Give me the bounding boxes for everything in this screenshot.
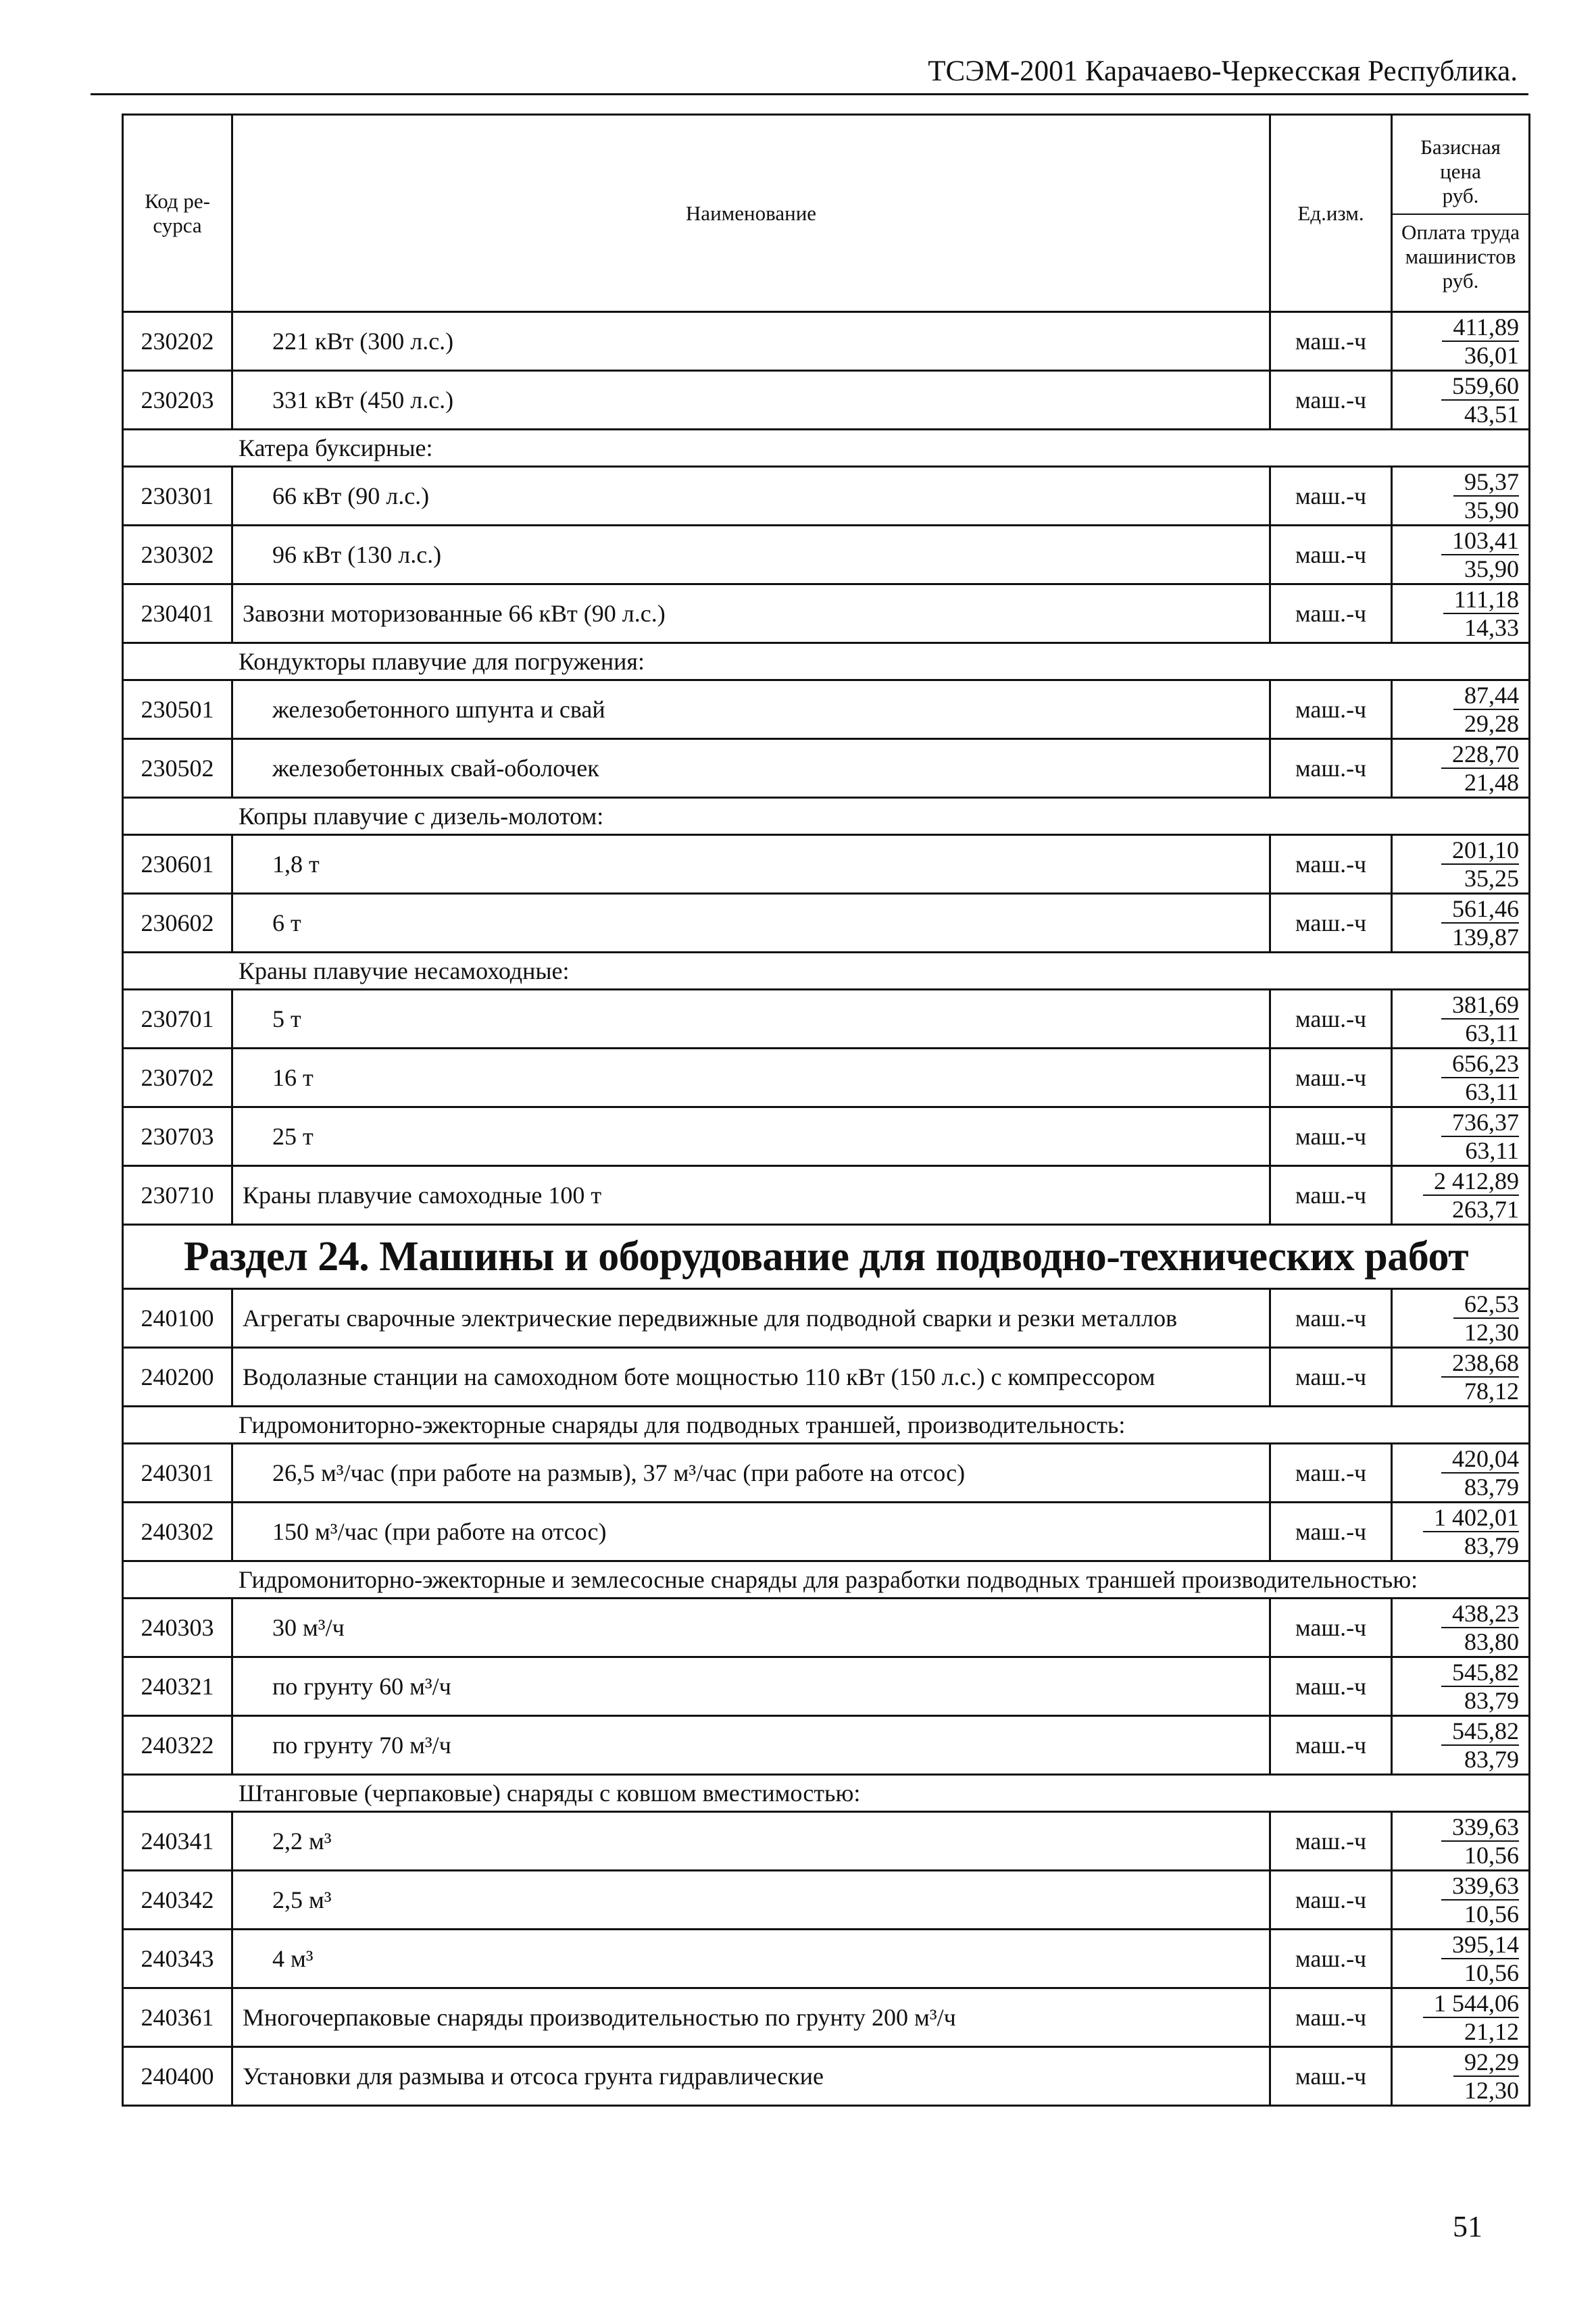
category-label: Катера буксирные: — [123, 430, 1530, 467]
table-row — [123, 990, 1530, 1049]
resource-code: 240200 — [123, 1348, 232, 1407]
col-header-price-base: Базисная цена руб. — [1393, 131, 1528, 215]
operator-labor-cost: 29,28 — [1464, 710, 1519, 737]
price-cell — [1392, 1930, 1530, 1988]
resource-code: 240342 — [123, 1871, 232, 1930]
price-cell — [1392, 1348, 1530, 1407]
base-price: 62,53 — [1453, 1290, 1519, 1319]
resource-name: 26,5 м³/час (при работе на размыв), 37 м³/час (при работе на отсос) — [232, 1444, 1270, 1503]
table-row — [123, 739, 1530, 798]
table-row — [123, 1107, 1530, 1166]
unit-of-measure: маш.-ч — [1270, 1599, 1392, 1657]
operator-labor-cost: 36,01 — [1464, 342, 1519, 369]
resource-code: 230701 — [123, 990, 232, 1049]
resource-code: 240361 — [123, 1988, 232, 2047]
unit-of-measure: маш.-ч — [1270, 1812, 1392, 1871]
table-row — [123, 1812, 1530, 1871]
table-row — [123, 371, 1530, 430]
price-cell — [1392, 990, 1530, 1049]
price-cell — [1392, 1444, 1530, 1503]
base-price: 2 412,89 — [1423, 1167, 1519, 1196]
col-header-name: Наименование — [232, 115, 1270, 312]
operator-labor-cost: 12,30 — [1464, 2077, 1519, 2104]
resource-code: 230302 — [123, 526, 232, 584]
unit-of-measure: маш.-ч — [1270, 1657, 1392, 1716]
table-row — [123, 1871, 1530, 1930]
unit-of-measure: маш.-ч — [1270, 1988, 1392, 2047]
table-row — [123, 1657, 1530, 1716]
base-price: 381,69 — [1441, 991, 1519, 1020]
resource-code: 230601 — [123, 835, 232, 894]
category-row — [123, 1561, 1530, 1599]
operator-labor-cost: 10,56 — [1464, 1842, 1519, 1869]
col-header-price — [1392, 115, 1530, 312]
price-cell — [1392, 1289, 1530, 1348]
base-price: 561,46 — [1441, 895, 1519, 924]
col-header-code: Код ре- сурса — [123, 115, 232, 312]
resource-code: 230202 — [123, 312, 232, 371]
price-cell — [1392, 739, 1530, 798]
table-row — [123, 1716, 1530, 1775]
base-price: 201,10 — [1441, 836, 1519, 865]
unit-of-measure: маш.-ч — [1270, 1871, 1392, 1930]
operator-labor-cost: 83,79 — [1464, 1474, 1519, 1501]
base-price: 92,29 — [1453, 2048, 1519, 2077]
resource-code: 240302 — [123, 1503, 232, 1561]
resource-name: Многочерпаковые снаряды производительностью по грунту 200 м³/ч — [232, 1988, 1270, 2047]
table-row — [123, 680, 1530, 739]
operator-labor-cost: 78,12 — [1464, 1378, 1519, 1405]
resource-name: 1,8 т — [232, 835, 1270, 894]
base-price: 736,37 — [1441, 1109, 1519, 1137]
price-cell — [1392, 526, 1530, 584]
table-row — [123, 1503, 1530, 1561]
col-header-unit: Ед.изм. — [1270, 115, 1392, 312]
unit-of-measure: маш.-ч — [1270, 1107, 1392, 1166]
operator-labor-cost: 12,30 — [1464, 1319, 1519, 1346]
operator-labor-cost: 21,48 — [1464, 769, 1519, 796]
price-cell — [1392, 1049, 1530, 1107]
price-cell — [1392, 1812, 1530, 1871]
resource-name: 66 кВт (90 л.с.) — [232, 467, 1270, 526]
resource-name: Краны плавучие самоходные 100 т — [232, 1166, 1270, 1225]
unit-of-measure: маш.-ч — [1270, 1348, 1392, 1407]
base-price: 1 402,01 — [1423, 1504, 1519, 1532]
base-price: 545,82 — [1441, 1659, 1519, 1687]
operator-labor-cost: 263,71 — [1452, 1196, 1519, 1223]
resource-code: 230203 — [123, 371, 232, 430]
operator-labor-cost: 43,51 — [1464, 401, 1519, 428]
base-price: 95,37 — [1453, 468, 1519, 497]
price-cell — [1392, 835, 1530, 894]
table-row — [123, 1348, 1530, 1407]
resource-name: Агрегаты сварочные электрические передвижные для подводной сварки и резки металлов — [232, 1289, 1270, 1348]
price-cell — [1392, 1716, 1530, 1775]
resource-name: Водолазные станции на самоходном боте мощностью 110 кВт (150 л.с.) с компрессором — [232, 1348, 1270, 1407]
resource-code: 230710 — [123, 1166, 232, 1225]
resource-name: Установки для размыва и отсоса грунта гидравлические — [232, 2047, 1270, 2106]
base-price: 1 544,06 — [1423, 1990, 1519, 2018]
base-price: 339,63 — [1441, 1813, 1519, 1842]
price-cell — [1392, 467, 1530, 526]
base-price: 111,18 — [1443, 586, 1519, 614]
category-label: Копры плавучие с дизель-молотом: — [123, 798, 1530, 835]
resource-table-wrap — [122, 114, 1528, 2107]
table-row — [123, 584, 1530, 643]
price-cell — [1392, 1988, 1530, 2047]
table-row — [123, 1166, 1530, 1225]
category-label: Кондукторы плавучие для погружения: — [123, 643, 1530, 680]
header-rule — [91, 93, 1528, 95]
page-header: ТСЭМ-2001 Карачаево-Черкесская Республика. — [928, 55, 1518, 87]
resource-name: железобетонного шпунта и свай — [232, 680, 1270, 739]
unit-of-measure: маш.-ч — [1270, 1503, 1392, 1561]
operator-labor-cost: 21,12 — [1464, 2018, 1519, 2045]
operator-labor-cost: 63,11 — [1465, 1020, 1519, 1047]
resource-code: 240341 — [123, 1812, 232, 1871]
table-row — [123, 2047, 1530, 2106]
table-row — [123, 1444, 1530, 1503]
operator-labor-cost: 35,90 — [1464, 497, 1519, 524]
resource-name: 2,5 м³ — [232, 1871, 1270, 1930]
section-row — [123, 1225, 1530, 1289]
unit-of-measure: маш.-ч — [1270, 1444, 1392, 1503]
unit-of-measure: маш.-ч — [1270, 371, 1392, 430]
table-row — [123, 835, 1530, 894]
category-row — [123, 430, 1530, 467]
unit-of-measure: маш.-ч — [1270, 312, 1392, 371]
resource-name: 150 м³/час (при работе на отсос) — [232, 1503, 1270, 1561]
category-row — [123, 643, 1530, 680]
unit-of-measure: маш.-ч — [1270, 467, 1392, 526]
section-title: Раздел 24. Машины и оборудование для подводно-технических работ — [123, 1225, 1530, 1289]
resource-code: 230301 — [123, 467, 232, 526]
unit-of-measure: маш.-ч — [1270, 1166, 1392, 1225]
table-row — [123, 312, 1530, 371]
table-body — [123, 312, 1530, 2106]
base-price: 545,82 — [1441, 1717, 1519, 1746]
unit-of-measure: маш.-ч — [1270, 2047, 1392, 2106]
price-cell — [1392, 1166, 1530, 1225]
resource-name: 5 т — [232, 990, 1270, 1049]
resource-name: по грунту 70 м³/ч — [232, 1716, 1270, 1775]
resource-name: 16 т — [232, 1049, 1270, 1107]
category-row — [123, 798, 1530, 835]
resource-code: 240303 — [123, 1599, 232, 1657]
price-cell — [1392, 584, 1530, 643]
resource-code: 230602 — [123, 894, 232, 953]
resource-name: 6 т — [232, 894, 1270, 953]
resource-code: 230502 — [123, 739, 232, 798]
resource-table — [122, 114, 1530, 2107]
base-price: 420,04 — [1441, 1445, 1519, 1474]
page-number: 51 — [1453, 2210, 1482, 2243]
table-row — [123, 526, 1530, 584]
operator-labor-cost: 63,11 — [1465, 1137, 1519, 1164]
operator-labor-cost: 83,80 — [1464, 1628, 1519, 1655]
resource-name: по грунту 60 м³/ч — [232, 1657, 1270, 1716]
resource-code: 240322 — [123, 1716, 232, 1775]
resource-code: 230501 — [123, 680, 232, 739]
table-row — [123, 467, 1530, 526]
operator-labor-cost: 139,87 — [1452, 924, 1519, 951]
resource-name: 4 м³ — [232, 1930, 1270, 1988]
resource-code: 230702 — [123, 1049, 232, 1107]
operator-labor-cost: 83,79 — [1464, 1746, 1519, 1773]
base-price: 656,23 — [1441, 1050, 1519, 1078]
unit-of-measure: маш.-ч — [1270, 990, 1392, 1049]
base-price: 438,23 — [1441, 1600, 1519, 1628]
operator-labor-cost: 14,33 — [1464, 614, 1519, 641]
price-cell — [1392, 1599, 1530, 1657]
unit-of-measure: маш.-ч — [1270, 526, 1392, 584]
base-price: 559,60 — [1441, 372, 1519, 401]
table-row — [123, 1930, 1530, 1988]
price-cell — [1392, 894, 1530, 953]
resource-code: 240343 — [123, 1930, 232, 1988]
price-cell — [1392, 371, 1530, 430]
price-cell — [1392, 2047, 1530, 2106]
table-row — [123, 1049, 1530, 1107]
resource-name: 2,2 м³ — [232, 1812, 1270, 1871]
base-price: 339,63 — [1441, 1872, 1519, 1901]
base-price: 228,70 — [1441, 740, 1519, 769]
base-price: 103,41 — [1441, 527, 1519, 555]
resource-code: 230703 — [123, 1107, 232, 1166]
resource-code: 240321 — [123, 1657, 232, 1716]
price-cell — [1392, 312, 1530, 371]
col-header-price-labor: Оплата труда машинистов руб. — [1401, 220, 1520, 293]
table-row — [123, 1289, 1530, 1348]
resource-name: 331 кВт (450 л.с.) — [232, 371, 1270, 430]
resource-code: 230401 — [123, 584, 232, 643]
unit-of-measure: маш.-ч — [1270, 1716, 1392, 1775]
resource-name: 30 м³/ч — [232, 1599, 1270, 1657]
resource-code: 240400 — [123, 2047, 232, 2106]
category-row — [123, 1407, 1530, 1444]
operator-labor-cost: 10,56 — [1464, 1901, 1519, 1928]
unit-of-measure: маш.-ч — [1270, 1930, 1392, 1988]
resource-name: 221 кВт (300 л.с.) — [232, 312, 1270, 371]
operator-labor-cost: 10,56 — [1464, 1959, 1519, 1986]
unit-of-measure: маш.-ч — [1270, 894, 1392, 953]
base-price: 411,89 — [1442, 313, 1519, 342]
operator-labor-cost: 63,11 — [1465, 1078, 1519, 1105]
resource-name: 96 кВт (130 л.с.) — [232, 526, 1270, 584]
price-cell — [1392, 1503, 1530, 1561]
unit-of-measure: маш.-ч — [1270, 1289, 1392, 1348]
category-label: Гидромониторно-эжекторные снаряды для подводных траншей, производительность: — [123, 1407, 1530, 1444]
unit-of-measure: маш.-ч — [1270, 1049, 1392, 1107]
price-cell — [1392, 1657, 1530, 1716]
category-label: Гидромониторно-эжекторные и землесосные снаряды для разработки подводных траншей производительностью: — [123, 1561, 1530, 1599]
operator-labor-cost: 35,90 — [1464, 555, 1519, 582]
table-row — [123, 1599, 1530, 1657]
resource-name: Завозни моторизованные 66 кВт (90 л.с.) — [232, 584, 1270, 643]
unit-of-measure: маш.-ч — [1270, 584, 1392, 643]
category-row — [123, 1775, 1530, 1812]
unit-of-measure: маш.-ч — [1270, 680, 1392, 739]
operator-labor-cost: 35,25 — [1464, 865, 1519, 892]
category-label: Краны плавучие несамоходные: — [123, 953, 1530, 990]
resource-name: 25 т — [232, 1107, 1270, 1166]
unit-of-measure: маш.-ч — [1270, 835, 1392, 894]
base-price: 395,14 — [1441, 1931, 1519, 1959]
operator-labor-cost: 83,79 — [1464, 1687, 1519, 1714]
unit-of-measure: маш.-ч — [1270, 739, 1392, 798]
resource-code: 240301 — [123, 1444, 232, 1503]
table-row — [123, 1988, 1530, 2047]
table-row — [123, 894, 1530, 953]
base-price: 87,44 — [1453, 682, 1519, 710]
resource-name: железобетонных свай-оболочек — [232, 739, 1270, 798]
resource-code: 240100 — [123, 1289, 232, 1348]
operator-labor-cost: 83,79 — [1464, 1532, 1519, 1559]
category-label: Штанговые (черпаковые) снаряды с ковшом вместимостью: — [123, 1775, 1530, 1812]
price-cell — [1392, 1871, 1530, 1930]
base-price: 238,68 — [1441, 1349, 1519, 1378]
price-cell — [1392, 1107, 1530, 1166]
category-row — [123, 953, 1530, 990]
price-cell — [1392, 680, 1530, 739]
